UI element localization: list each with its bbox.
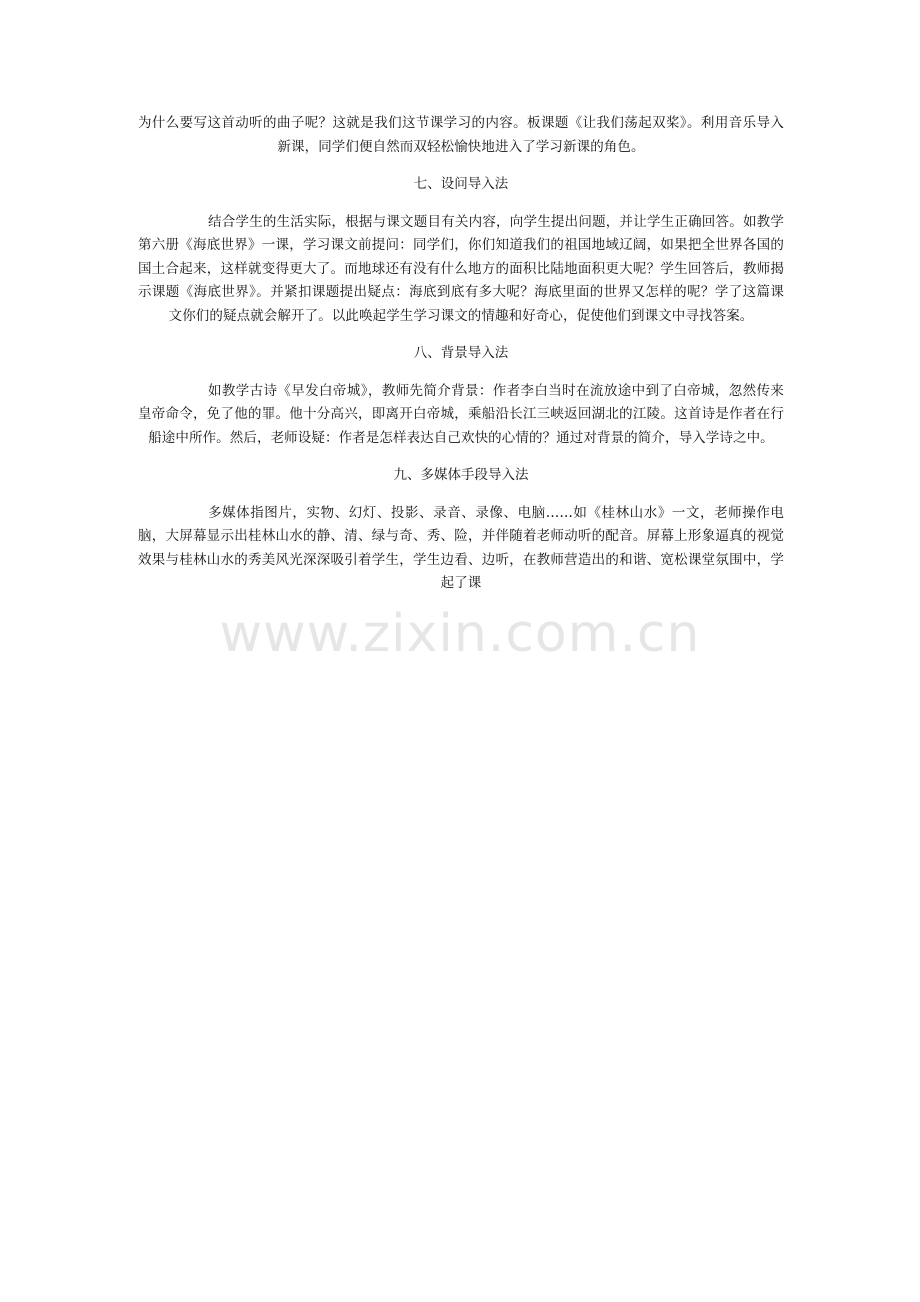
section-heading-9: 九、多媒体手段导入法 <box>393 467 529 483</box>
paragraph-section-7: 结合学生的生活实际，根据与课文题目有关内容，向学生提出问题，并让学生正确回答。如教学第六册《海底世界》一课，学习课文前提问：同学们，你们知道我们的祖国地域辽阔，如果把全世界各国的国土合起来，这样就变得更大了。而地球还有没有什么地方的面积比陆地面积更大呢？学生回答后，教师揭示课题《海底世界》。并紧扣课题提出疑点：海底到底有多大呢？海底里面的世界又怎样的呢？学了这篇课文你们的疑点就会解开了。以此唤起学生学习课文的情趣和好奇心，促使他们到课文中寻找答案。 <box>138 213 784 324</box>
document-body <box>138 112 784 596</box>
section-heading-8: 八、背景导入法 <box>413 345 509 361</box>
paragraph-intro-continued: 为什么要写这首动听的曲子呢？这就是我们这节课学习的内容。板课题《让我们荡起双桨》。利用音乐导入新课，同学们便自然而双轻松愉快地进入了学习新课的角色。 <box>138 115 784 155</box>
paragraph-section-8: 如教学古诗《早发白帝城》，教师先简介背景：作者李白当时在流放途中到了白帝城，忽然传来皇帝命令，免了他的罪。他十分高兴，即离开白帝城，乘船沿长江三峡返回湖北的江陵。这首诗是作者在行船途中所作。然后，老师设疑：作者是怎样表达自己欢快的心情的？通过对背景的简介，导入学诗之中。 <box>138 382 784 446</box>
section-heading-7: 七、设问导入法 <box>413 176 509 192</box>
paragraph-section-9: 多媒体指图片，实物、幻灯、投影、录音、录像、电脑……如《桂林山水》一文，老师操作电脑，大屏幕显示出桂林山水的静、清、绿与奇、秀、险，并伴随着老师动听的配音。屏幕上形象逼真的视觉效果与桂林山水的秀美风光深深吸引着学生，学生边看、边听，在教师营造出的和谐、宽松课堂氛围中，学起了课 <box>138 504 784 591</box>
watermark-text: www.zixin.com.cn <box>219 604 701 664</box>
